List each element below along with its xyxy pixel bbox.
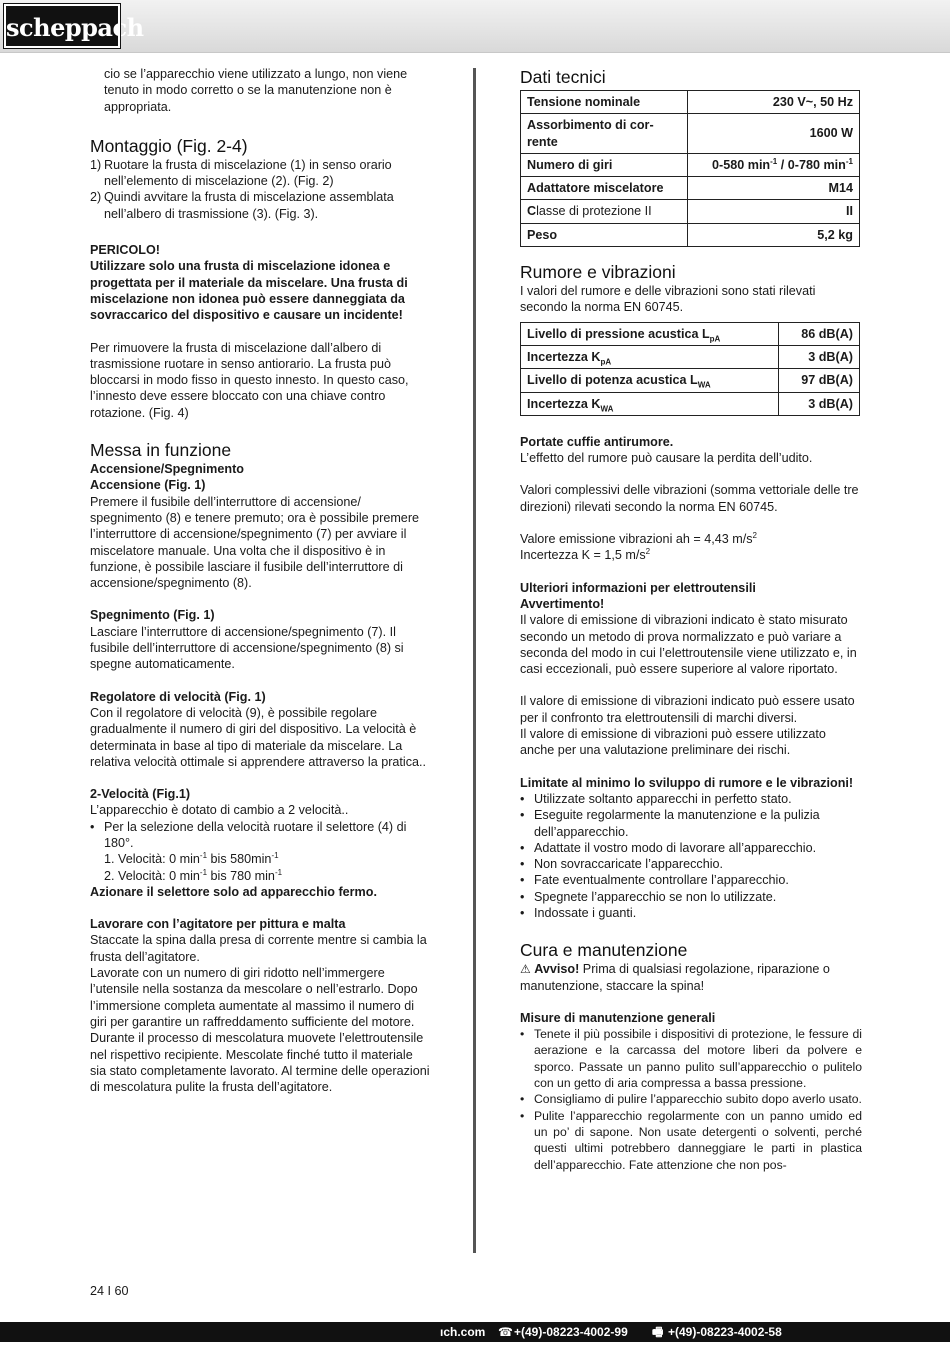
spec-label: Assorbimento di cor- rente xyxy=(521,114,688,154)
table-row xyxy=(521,177,860,200)
spegnimento-text: Lasciare l’interruttore di accensione/spegnimento (7). Il fusibile dell’interruttore di accensione/spegnimento (8) si spegne automaticamente. xyxy=(90,624,404,672)
spec-value: 0-580 $\min^{-1} / 0-780$ $\min^{-1}$ xyxy=(687,153,859,176)
lavorare-text-1: Staccate la spina dalla presa di corrente mentre si cambia la frusta dell’agitatore. xyxy=(90,933,427,964)
vibrazioni-incertezza: Incertezza K = 1,5 $m/s^2$ xyxy=(520,547,651,563)
regolatore-text: Con il regolatore di velocità (9), è possibile regolare gradualmente il numero di giri del dispositivo. La velocità è determinata in base al tipo di materiale da miscelare. La relativa velocità ottimale si apprendere attraverso la pratica.. xyxy=(90,705,426,769)
noise-value: 97 dB(A) xyxy=(779,369,860,392)
noise-value: 3 dB(A) xyxy=(779,345,860,368)
montaggio-steps xyxy=(90,157,430,222)
table-row xyxy=(521,223,860,246)
list-item: • Utilizzate soltanto apparecchi in perfetto stato. xyxy=(520,791,862,807)
avviso-text: ⚠ Avviso! Prima di qualsiasi regolazione, riparazione o manutenzione, staccare la spina! xyxy=(520,962,830,993)
list-item: • Eseguite regolarmente la manutenzione e la pulizia dell’apparecchio. xyxy=(520,807,862,840)
table-row xyxy=(521,200,860,223)
lavorare-title: Lavorare con l’agitatore per pittura e malta xyxy=(90,917,346,932)
misure-list xyxy=(520,1026,862,1173)
rumore-text: I valori del rumore e delle vibrazioni sono stati rilevati secondo la norma EN 60745. xyxy=(520,284,816,315)
regolatore-title: Regolatore di velocità (Fig. 1) xyxy=(90,689,266,704)
noise-table xyxy=(520,322,860,416)
montaggio-title: Montaggio (Fig. 2-4) xyxy=(90,135,248,156)
table-row xyxy=(521,345,860,368)
velocita-list xyxy=(90,819,430,852)
table-row xyxy=(521,114,860,154)
list-item: • Tenete il più possibile i dispositivi di protezione, le fessure di aerazione e la carcassa del motore liberi da polvere e sporco. Passate un panno pulito sull’apparecchio o pulitelo con un getto di aria compressa a bassa pressione. xyxy=(520,1026,862,1091)
warning-icon: ⚠ xyxy=(520,962,531,977)
phone-icon: ☎ xyxy=(498,1325,513,1339)
ulteriori-text-3: Il valore di emissione di vibrazioni può essere utilizzato anche per una valutazione preliminare dei rischi. xyxy=(520,727,826,758)
vibrazioni-valore: Valore emissione vibrazioni ah = 4,43 $m/s^2$ xyxy=(520,530,757,547)
cura-title: Cura e manutenzione xyxy=(520,940,688,961)
right-column xyxy=(520,66,862,1173)
list-item: • Pulite l’apparecchio regolarmente con un panno umido ed un po’ di sapone. Non usate detergenti o solventi, perché questi ultimi potrebbero danneggiare le parti in plastica dell’apparecchio. Fate attenzione che non pos- xyxy=(520,1108,862,1173)
list-item: • Non sovraccaricate l’apparecchio. xyxy=(520,856,862,872)
velocita-2: 2. Velocità: 0 $\min^{-1}$ bis 780 $\min^{-1}$ xyxy=(104,867,283,883)
misure-title: Misure di manutenzione generali xyxy=(520,1010,716,1025)
column-divider xyxy=(473,68,476,1253)
accensione-spegnimento-title: Accensione/Spegnimento xyxy=(90,462,244,477)
accensione-text: Premere il fusibile dell’interruttore di accensione/ spegnimento (8) e tenere premuto; ora è possibile premere l’interruttore di accensione/spegnimento (7) per avviare il miscelatore manuale. Una volta che il dispositivo è in funzione, è possibile lasciare il fusibile dell’interruttore di accensione/spegnimento (8). xyxy=(90,494,420,591)
cuffie-text: L’effetto del rumore può causare la perdita dell’udito. xyxy=(520,451,813,466)
noise-label: Livello di pressione acustica $L_{pA}$ xyxy=(521,322,779,345)
ulteriori-text-1: Il valore di emissione di vibrazioni indicato è stato misurato secondo un metodo di prova normalizzato e può variare a seconda del modo in cui l’elettroutensile viene utilizzato e, in casi eccezionali, può essere superiore al valore riportato. xyxy=(520,613,857,677)
ulteriori-title: Ulteriori informazioni per elettroutensili xyxy=(520,580,756,595)
dati-tecnici-title: Dati tecnici xyxy=(520,67,606,87)
vibrazioni-text: Valori complessivi delle vibrazioni (somma vettoriale delle tre direzioni) rilevati secondo la norma EN 60745. xyxy=(520,483,859,514)
spec-label: Adattatore miscelatore xyxy=(521,177,688,200)
table-row xyxy=(521,392,860,415)
footer-web: ıch.com xyxy=(440,1325,486,1339)
footer-phone: +(49)-08223-4002-99 xyxy=(514,1325,628,1339)
noise-label: Livello di potenza acustica $L_{WA}$ xyxy=(521,369,779,392)
messa-title: Messa in funzione xyxy=(90,440,232,461)
footer-bar xyxy=(0,1322,950,1342)
spec-table xyxy=(520,90,860,247)
noise-label: Incertezza $K_{WA}$ xyxy=(521,392,779,415)
spec-label: Classe di protezione II xyxy=(521,200,688,223)
list-item: • Spegnete l’apparecchio se non lo utilizzate. xyxy=(520,889,862,905)
spegnimento-title: Spegnimento (Fig. 1) xyxy=(90,608,215,623)
page-number: 24 I 60 xyxy=(90,1284,129,1298)
spec-value: 5,2 kg xyxy=(687,223,859,246)
table-row xyxy=(521,153,860,176)
list-item: • Per la selezione della velocità ruotare il selettore (4) di 180°. xyxy=(90,819,430,852)
table-row xyxy=(521,369,860,392)
montaggio-step: 2) Quindi avvitare la frusta di miscelazione assemblata nell’albero di trasmissione (3). (Fig. 3). xyxy=(90,190,394,221)
rumore-title: Rumore e vibrazioni xyxy=(520,262,676,283)
limitate-list xyxy=(520,791,862,921)
noise-value: 3 dB(A) xyxy=(779,392,860,415)
intro-text: cio se l’apparecchio viene utilizzato a lungo, non viene tenuto in modo corretto o se la manutenzione non è appropriata. xyxy=(104,67,408,114)
noise-label: Incertezza $K_{pA}$ xyxy=(521,345,779,368)
lavorare-text-2: Lavorate con un numero di giri ridotto nell’immergere l’utensile nella sostanza da mescolare o nell’estrarlo. Dopo l’immersione completa aumentate al massimo il numero di giri per garantire un raffreddamento sufficiente del motore. Durante il processo di mescolatura muovete l’elettroutensile nel rispettivo recipiente. Mescolate finché tutto il materiale sia stato completamente lavorato. Al termine delle operazioni di mescolatura pulite la frusta dell’agitatore. xyxy=(90,966,430,1095)
header-bar xyxy=(0,0,950,53)
left-column xyxy=(90,66,430,1095)
list-item: • Consigliamo di pulire l’apparecchio subito dopo averlo usato. xyxy=(520,1091,862,1107)
list-item: • Indossate i guanti. xyxy=(520,905,862,921)
pericolo-text: Utilizzare solo una frusta di miscelazione idonea e progettata per il materiale da miscelare. Una frusta di miscelazione non idonea può essere danneggiata da sovraccarico del dispositivo e causare un incidente! xyxy=(90,259,408,323)
table-row xyxy=(521,91,860,114)
ulteriori-text-2: Il valore di emissione di vibrazioni indicato può essere usato per il confronto tra elettroutensili di marchi diversi. xyxy=(520,694,855,725)
scheppach-logo: scheppach xyxy=(4,4,120,48)
rimuovere-text: Per rimuovere la frusta di miscelazione dall’albero di trasmissione ruotare in senso antiorario. La frusta può bloccarsi in modo fisso in questo innesto. In questo caso, l’innesto deve essere bloccato con una chiave contro rotazione. (Fig. 4) xyxy=(90,340,409,420)
spec-value: 230 V~, 50 Hz xyxy=(687,91,859,114)
spec-value: 1600 W xyxy=(687,114,859,154)
spec-value: M14 xyxy=(687,177,859,200)
list-item: • Adattate il vostro modo di lavorare all’apparecchio. xyxy=(520,840,862,856)
velocita-text: L’apparecchio è dotato di cambio a 2 velocità.. xyxy=(90,803,349,818)
table-row xyxy=(521,322,860,345)
spec-label: Tensione nominale xyxy=(521,91,688,114)
list-item: • Fate eventualmente controllare l’apparecchio. xyxy=(520,872,862,888)
spec-value: II xyxy=(687,200,859,223)
montaggio-step: 1) Ruotare la frusta di miscelazione (1) in senso orario nell’elemento di miscelazione (2). (Fig. 2) xyxy=(90,157,392,189)
velocita-1: 1. Velocità: 0 $\min^{-1}$ bis $580\min^{-1}$ xyxy=(104,851,279,867)
footer-fax: +(49)-08223-4002-58 xyxy=(668,1325,782,1339)
pericolo-title: PERICOLO! xyxy=(90,243,160,258)
fax-icon: 🖷 xyxy=(652,1325,664,1339)
velocita-warning: Azionare il selettore solo ad apparecchio fermo. xyxy=(90,884,377,899)
limitate-title: Limitate al minimo lo sviluppo di rumore e le vibrazioni! xyxy=(520,775,854,790)
spec-label: Numero di giri xyxy=(521,153,688,176)
spec-label: Peso xyxy=(521,223,688,246)
avvertimento-title: Avvertimento! xyxy=(520,596,605,611)
velocita-title: 2-Velocità (Fig.1) xyxy=(90,787,191,802)
accensione-title: Accensione (Fig. 1) xyxy=(90,478,206,493)
cuffie-title: Portate cuffie antirumore. xyxy=(520,434,674,449)
noise-value: 86 dB(A) xyxy=(779,322,860,345)
